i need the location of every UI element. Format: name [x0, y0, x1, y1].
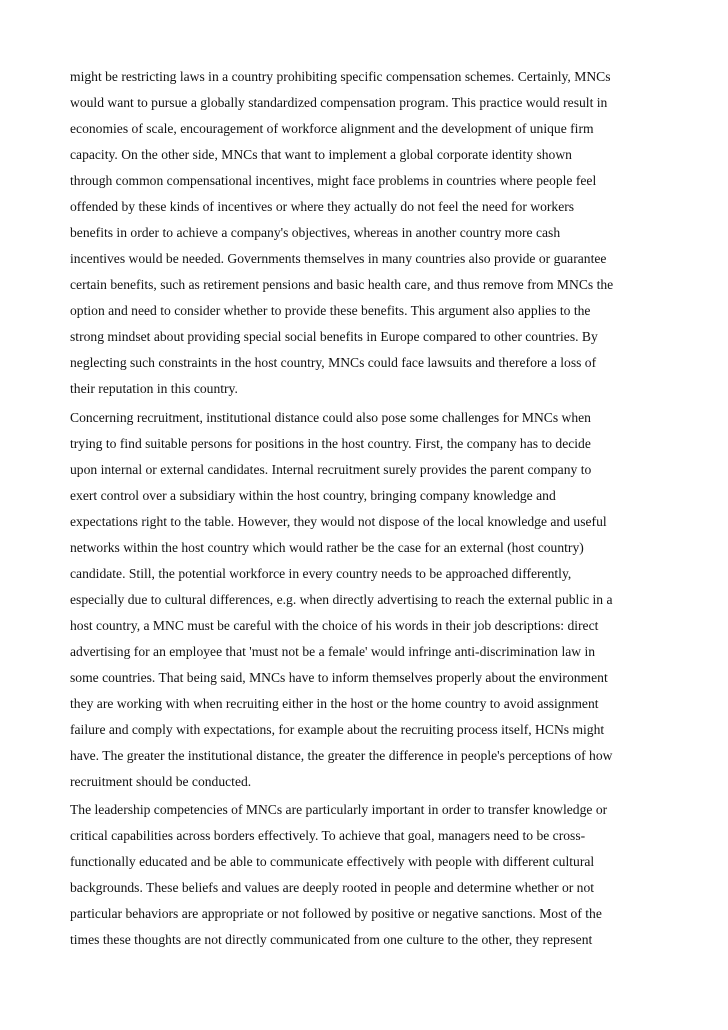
text-line: The leadership competencies of MNCs are particularly important in order to transfer knowledge or	[70, 802, 608, 817]
text-line: strong mindset about providing special social benefits in Europe compared to other countries. By	[70, 329, 598, 344]
text-line: offended by these kinds of incentives or where they actually do not feel the need for workers	[70, 199, 575, 214]
text-line: have. The greater the institutional distance, the greater the difference in people's perceptions of how	[70, 748, 613, 763]
text-line: recruitment should be conducted.	[70, 774, 252, 789]
text-line: backgrounds. These beliefs and values are deeply rooted in people and determine whether or not	[70, 880, 595, 895]
text-line: advertising for an employee that 'must not be a female' would infringe anti-discrimination law in	[70, 644, 596, 659]
text-line: particular behaviors are appropriate or not followed by positive or negative sanctions. Most of the	[70, 906, 602, 921]
text-line: times these thoughts are not directly communicated from one culture to the other, they represent	[70, 932, 593, 947]
text-line: especially due to cultural differences, e.g. when directly advertising to reach the external public in a	[70, 592, 613, 607]
text-line: might be restricting laws in a country prohibiting specific compensation schemes. Certainly, MNCs	[70, 69, 611, 84]
text-line: through common compensational incentives, might face problems in countries where people feel	[70, 173, 597, 188]
text-line: upon internal or external candidates. Internal recruitment surely provides the parent company to	[70, 462, 592, 477]
text-line: neglecting such constraints in the host country, MNCs could face lawsuits and therefore a loss of	[70, 355, 597, 370]
text-line: they are working with when recruiting either in the host or the home country to avoid assignment	[70, 696, 599, 711]
text-line: some countries. That being said, MNCs have to inform themselves properly about the environment	[70, 670, 608, 685]
text-line: Concerning recruitment, institutional distance could also pose some challenges for MNCs when	[70, 410, 591, 425]
text-line: candidate. Still, the potential workforce in every country needs to be approached differently,	[70, 566, 572, 581]
text-line: failure and comply with expectations, for example about the recruiting process itself, HCNs might	[70, 722, 605, 737]
text-line: expectations right to the table. However, they would not dispose of the local knowledge and useful	[70, 514, 607, 529]
text-line: would want to pursue a globally standardized compensation program. This practice would result in	[70, 95, 608, 110]
text-line: critical capabilities across borders effectively. To achieve that goal, managers need to be cross-	[70, 828, 586, 843]
text-line: networks within the host country which would rather be the case for an external (host country)	[70, 540, 584, 555]
text-line: functionally educated and be able to communicate effectively with people with different cultural	[70, 854, 595, 869]
text-line: benefits in order to achieve a company's objectives, whereas in another country more cash	[70, 225, 561, 240]
text-line: option and need to consider whether to provide these benefits. This argument also applies to the	[70, 303, 591, 318]
text-line: incentives would be needed. Governments themselves in many countries also provide or guarantee	[70, 251, 607, 266]
text-line: economies of scale, encouragement of workforce alignment and the development of unique firm	[70, 121, 594, 136]
text-line: capacity. On the other side, MNCs that want to implement a global corporate identity shown	[70, 147, 572, 162]
text-line: certain benefits, such as retirement pensions and basic health care, and thus remove from MNCs the	[70, 277, 614, 292]
text-line: trying to find suitable persons for positions in the host country. First, the company has to decide	[70, 436, 591, 451]
text-line: their reputation in this country.	[70, 381, 238, 396]
text-line: host country, a MNC must be careful with the choice of his words in their job descriptions: direct	[70, 618, 599, 633]
text-line: exert control over a subsidiary within the host country, bringing company knowledge and	[70, 488, 556, 503]
